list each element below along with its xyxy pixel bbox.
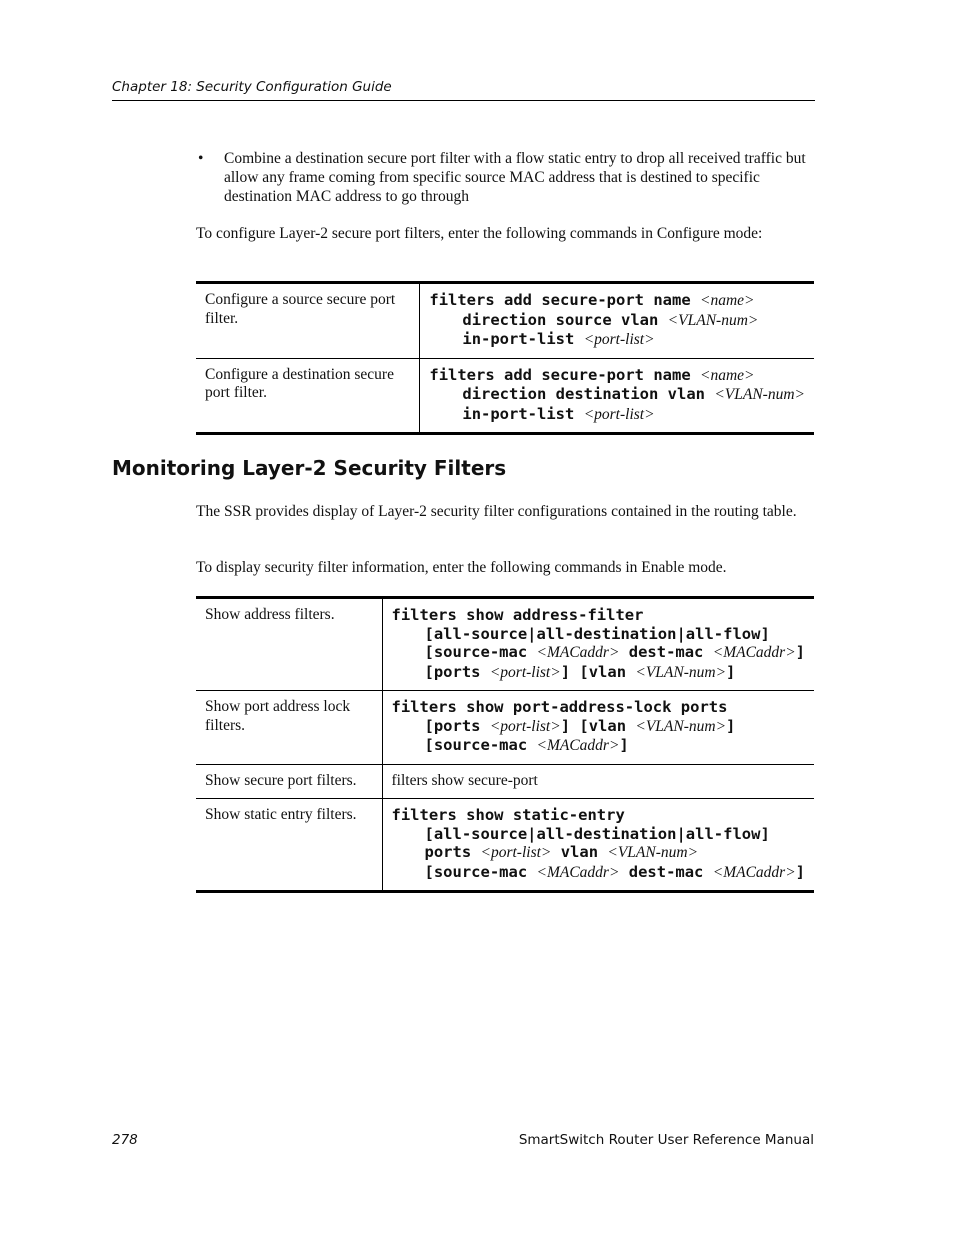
- command-keyword: ]: [795, 643, 805, 661]
- command-keyword: direction source vlan: [462, 310, 668, 329]
- command-argument: <MACaddr>: [712, 644, 796, 661]
- command-line: [392, 736, 806, 756]
- command-argument: <port-list>: [583, 331, 655, 348]
- command-line: [392, 843, 806, 863]
- show-commands-table: [196, 596, 814, 893]
- command-keyword: ] [vlan: [560, 716, 636, 735]
- page-footer: [112, 1132, 814, 1148]
- command-keyword: [ports: [424, 662, 490, 681]
- table-row: [196, 691, 814, 765]
- manual-title: SmartSwitch Router User Reference Manual: [518, 1132, 814, 1148]
- bullet-symbol: •: [198, 150, 204, 167]
- command-keyword: ]: [726, 662, 736, 681]
- command-syntax: [420, 283, 814, 359]
- section-heading: Monitoring Layer-2 Security Filters: [112, 456, 507, 480]
- command-keyword: dest-mac: [619, 643, 713, 661]
- table1-body: [196, 283, 814, 434]
- command-line: [392, 698, 806, 717]
- command-syntax: [382, 764, 814, 799]
- command-line: [392, 663, 806, 683]
- command-keyword: ]: [619, 736, 629, 754]
- command-argument: <port-list>: [480, 844, 552, 861]
- command-syntax: [382, 691, 814, 765]
- command-description: Show port address lock filters.: [196, 691, 382, 765]
- command-keyword: filters add secure-port name: [429, 291, 700, 309]
- command-keyword: dest-mac: [619, 862, 713, 881]
- command-keyword: vlan: [551, 843, 608, 861]
- intro-configure-paragraph: To configure Layer-2 secure port filters, enter the following commands in Configure mode:: [196, 225, 763, 242]
- command-keyword: filters show address-filter: [391, 606, 644, 624]
- command-argument: <port-list>: [489, 717, 561, 735]
- command-line: [429, 291, 805, 311]
- command-argument: <name>: [699, 292, 755, 309]
- command-line: [392, 863, 806, 883]
- display-paragraph: The SSR provides display of Layer-2 security filter configurations contained in the routing table.: [196, 503, 797, 520]
- command-keyword: filters show static-entry: [391, 806, 625, 824]
- command-argument: <VLAN-num>: [607, 844, 699, 861]
- table-row: [196, 358, 814, 434]
- command-line: [429, 311, 805, 331]
- command-keyword: ]: [726, 716, 736, 735]
- command-keyword: ] [vlan: [560, 662, 636, 681]
- command-keyword: ]: [795, 862, 805, 881]
- command-argument: <VLAN-num>: [714, 386, 805, 403]
- configure-commands-table: [196, 281, 814, 435]
- command-keyword: direction destination vlan: [462, 385, 715, 403]
- command-syntax: [382, 598, 814, 691]
- command-line: [429, 385, 805, 405]
- command-syntax: [382, 799, 814, 892]
- command-description: Configure a destination secure port filter.: [196, 358, 420, 434]
- command-line: [429, 366, 805, 386]
- command-description: Configure a source secure port filter.: [196, 283, 420, 359]
- command-line: [392, 643, 806, 663]
- command-keyword: ports: [424, 843, 481, 861]
- command-description: Show static entry filters.: [196, 799, 382, 892]
- command-keyword: [source-mac: [424, 862, 537, 881]
- command-keyword: [ports: [424, 716, 490, 735]
- command-description: Show address filters.: [196, 598, 382, 691]
- command-syntax: [420, 358, 814, 434]
- command-text: filters show secure-port: [391, 771, 538, 789]
- command-line: [429, 405, 805, 425]
- command-line: [392, 825, 806, 844]
- command-argument: <MACaddr>: [536, 737, 620, 754]
- command-line: [392, 625, 806, 644]
- command-argument: <MACaddr>: [536, 644, 620, 661]
- command-keyword: filters add secure-port name: [429, 365, 700, 384]
- table2-body: [196, 598, 814, 892]
- command-keyword: filters show port-address-lock ports: [391, 698, 728, 716]
- command-line: [392, 717, 806, 737]
- command-argument: <VLAN-num>: [635, 663, 727, 681]
- command-keyword: in-port-list: [462, 330, 584, 348]
- table-row: [196, 799, 814, 892]
- command-line: [429, 330, 805, 350]
- enable-mode-paragraph: To display security filter information, enter the following commands in Enable mode.: [196, 559, 727, 576]
- command-argument: <VLAN-num>: [635, 717, 727, 735]
- bullet-text: Combine a destination secure port filter with a flow static entry to drop all received traffic but allow any frame coming from specific source MAC address that is destined to specific destination MAC address to go through: [224, 150, 806, 205]
- command-argument: <VLAN-num>: [667, 311, 759, 329]
- command-keyword: [source-mac: [424, 643, 537, 661]
- command-argument: <port-list>: [489, 663, 561, 681]
- table-row: [196, 764, 814, 799]
- table-row: [196, 598, 814, 691]
- command-line: [392, 606, 806, 625]
- running-header: Chapter 18: Security Configuration Guide: [112, 79, 815, 101]
- command-keyword: [all-source|all-destination|all-flow]: [424, 624, 770, 643]
- command-argument: <name>: [699, 366, 755, 384]
- command-keyword: [source-mac: [424, 736, 537, 754]
- page-number: 278: [112, 1132, 138, 1148]
- table-row: [196, 283, 814, 359]
- bullet-item: [196, 149, 816, 206]
- command-argument: <MACaddr>: [712, 863, 796, 881]
- command-argument: <port-list>: [583, 405, 655, 423]
- command-argument: <MACaddr>: [536, 863, 620, 881]
- command-line: [392, 806, 806, 825]
- command-description: Show secure port filters.: [196, 764, 382, 799]
- command-keyword: in-port-list: [462, 404, 584, 423]
- command-keyword: [all-source|all-destination|all-flow]: [424, 824, 770, 843]
